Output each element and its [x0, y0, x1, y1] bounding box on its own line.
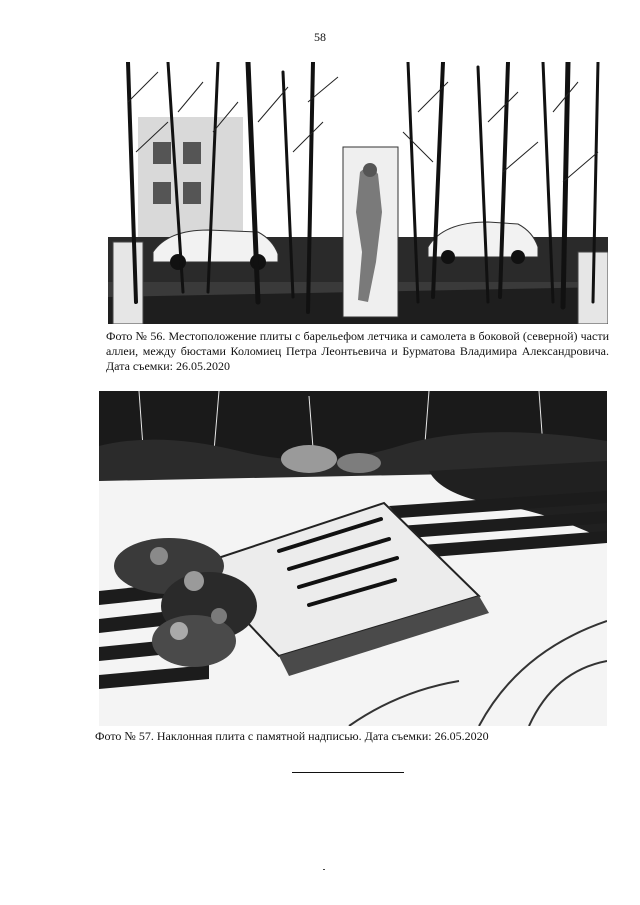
scan-mark [323, 869, 325, 870]
photo-56-caption: Фото № 56. Местоположение плиты с барельефом летчика и самолета в боковой (северной) части аллеи, между бюстами Коломиец Петра Леонтьевича и Бурматова Владимира Александровича. Дата съемки: 26.05.2020 [106, 329, 609, 373]
page-number: 58 [314, 30, 326, 44]
photo-57-caption: Фото № 57. Наклонная плита с памятной надписью. Дата съемки: 26.05.2020 [95, 729, 489, 743]
photo-monument-plate-location [108, 62, 608, 324]
photo-memorial-inscription-slab [99, 391, 607, 726]
footnote-separator [292, 772, 404, 773]
